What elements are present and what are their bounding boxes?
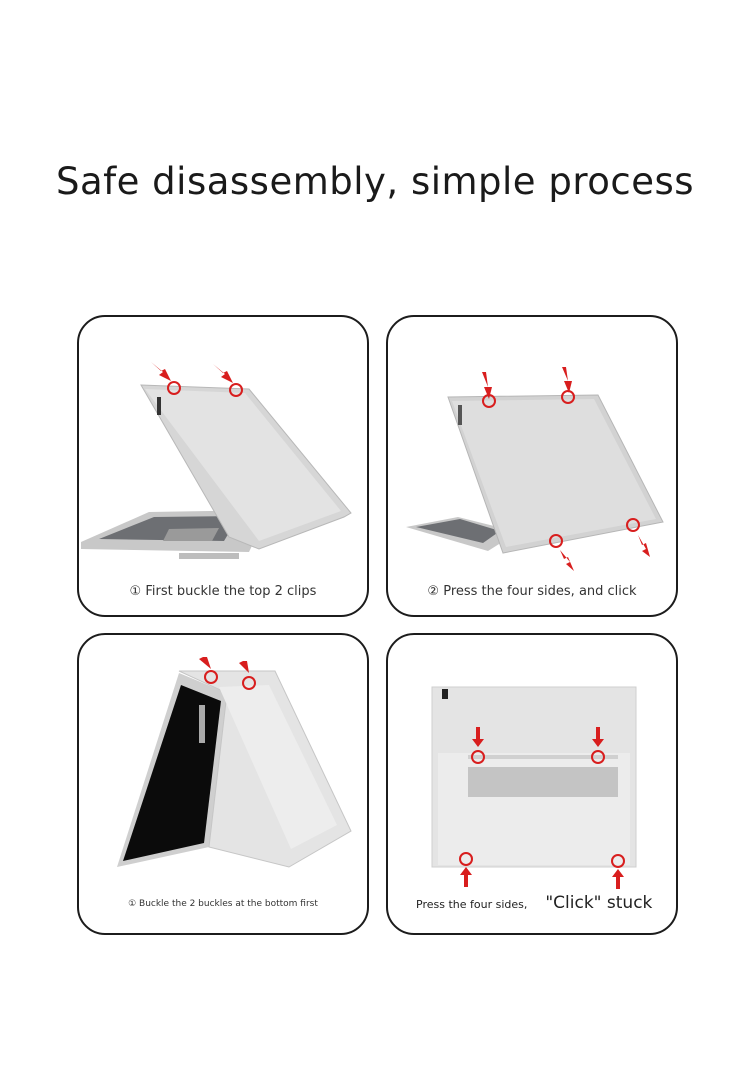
page-title: Safe disassembly, simple process [55,160,695,203]
step-card-1 [77,315,369,617]
step-4-caption-b: "Click" stuck [545,893,653,913]
step-card-4 [386,633,678,935]
step-3-caption: ① Buckle the 2 buckles at the bottom first [128,899,318,909]
laptop-tent-illustration [79,635,369,935]
step-1-caption: ① First buckle the top 2 clips [129,584,317,599]
step-card-3 [77,633,369,935]
laptop-bottom-illustration [388,635,678,935]
step-4-caption-a: Press the four sides, [416,898,528,911]
step-2-caption: ② Press the four sides, and click [427,584,637,599]
laptop-back-illustration [388,317,678,617]
step-4-caption [416,893,652,913]
step-card-2 [386,315,678,617]
laptop-open-illustration [79,317,369,617]
